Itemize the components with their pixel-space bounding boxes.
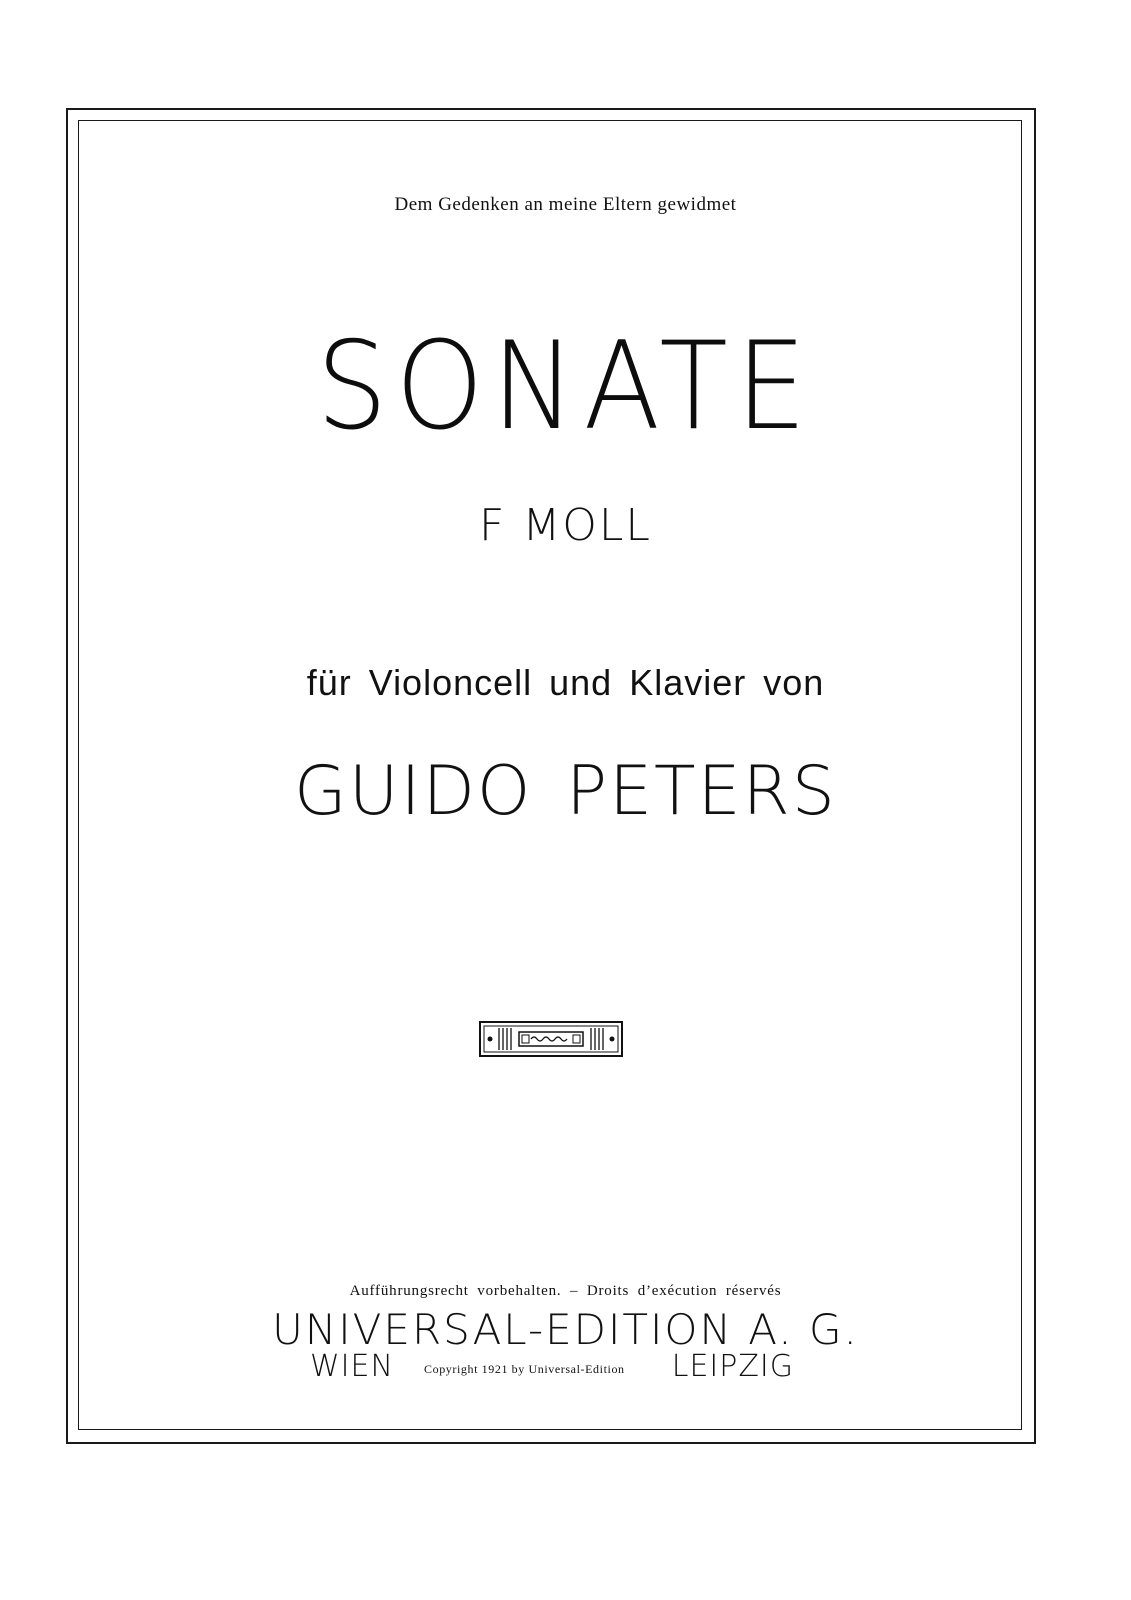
city-wien: WIEN [310,1349,394,1384]
work-title: SONATE [316,316,815,458]
publisher-name: UNIVERSAL-EDITION A. G. [272,1305,859,1354]
copyright-notice: Copyright 1921 by Universal-Edition [424,1362,625,1376]
publisher-ornament-icon [479,1019,623,1059]
imprint-line [310,1349,794,1385]
performance-rights-notice: Aufführungsrecht vorbehalten. – Droits d’exécution réservés [349,1283,782,1299]
city-leipzig: LEIPZIG [671,1349,794,1384]
dedication-text: Dem Gedenken an meine Eltern gewidmet [394,194,737,215]
instrumentation-text: für Violoncell und Klavier von [306,662,825,703]
composer-name: GUIDO PETERS [294,752,837,831]
key-signature-text: F MOLL [479,500,652,551]
